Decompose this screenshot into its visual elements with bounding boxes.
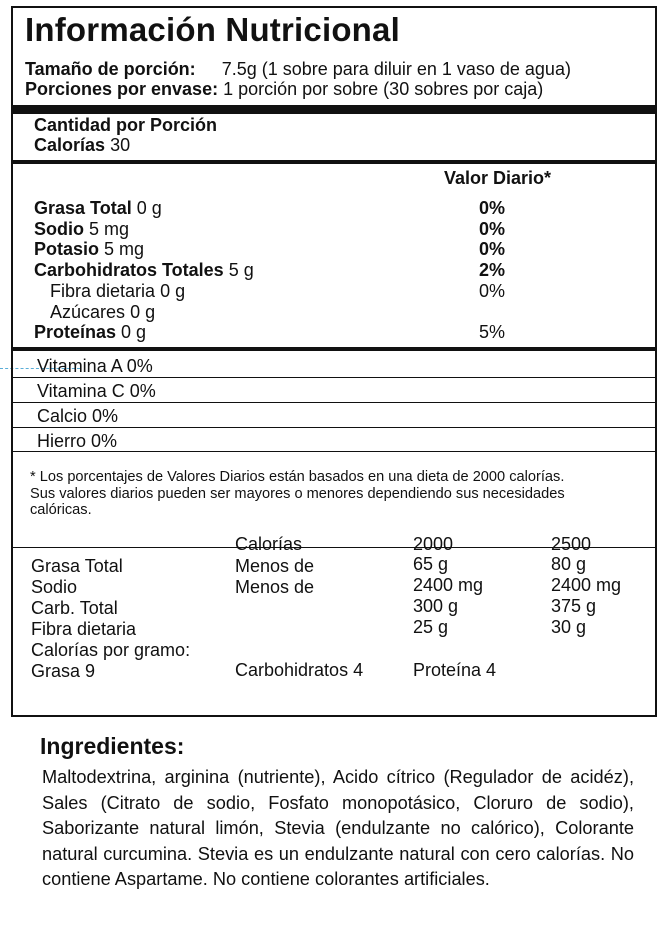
nutrient-amount: 5 mg <box>104 239 145 259</box>
nutrient-label: Potasio <box>34 239 100 259</box>
vitamins-bottom-divider <box>13 451 655 452</box>
table-cell: 65 g <box>413 554 449 574</box>
footnote-line: calóricas. <box>30 502 92 519</box>
nutrient-daily-value: 5% <box>479 322 506 342</box>
table-cell: 2400 mg <box>413 575 484 595</box>
serving-size-row <box>25 59 571 80</box>
servings-per-container-row <box>25 79 543 100</box>
table-cell: Menos de <box>235 556 315 576</box>
calories-per-gram-label: Calorías por gramo: <box>31 640 191 660</box>
footnote-line: Sus valores diarios pueden ser mayores o menores dependiendo sus necesidades <box>30 485 565 502</box>
nutrient-label: Azúcares <box>50 302 126 322</box>
table-cell: Menos de <box>235 577 315 597</box>
calories-row <box>34 135 130 156</box>
daily-value-footnote <box>30 469 565 519</box>
table-cell: 30 g <box>551 617 587 637</box>
nutrient-label: Fibra dietaria <box>50 281 156 301</box>
nutrient-row <box>34 219 129 240</box>
thick-divider-top <box>13 105 655 114</box>
amount-per-serving-header: Cantidad por Porción <box>34 115 218 135</box>
nutrient-amount: 0 g <box>130 302 156 322</box>
daily-value-header: Valor Diario* <box>444 168 552 188</box>
table-cell: 300 g <box>413 596 459 616</box>
calories-per-gram-item: Proteína 4 <box>413 660 497 680</box>
nutrient-row <box>34 239 144 260</box>
ingredients-title: Ingredientes: <box>40 733 185 759</box>
vitamin-row: Calcio 0% <box>37 406 119 426</box>
medium-divider <box>13 160 655 164</box>
nutrient-label: Grasa Total <box>34 198 132 218</box>
table-cell: 80 g <box>551 554 587 574</box>
nutrient-amount: 5 g <box>228 260 254 280</box>
table-header-cell: Calorías <box>235 534 303 554</box>
nutrient-amount: 0 g <box>160 281 186 301</box>
nutrient-row <box>34 260 254 281</box>
nutrient-amount: 5 mg <box>89 219 130 239</box>
nutrient-row <box>50 302 155 323</box>
table-cell: Fibra dietaria <box>31 619 137 639</box>
servings-per-container-value: 1 porción por sobre (30 sobres por caja) <box>223 79 544 99</box>
vitamin-row: Vitamina C 0% <box>37 381 156 401</box>
table-cell: 25 g <box>413 617 449 637</box>
nutrient-row <box>34 198 162 219</box>
nutrition-facts-panel <box>11 6 657 717</box>
calories-value: 30 <box>110 135 131 155</box>
nutrient-row <box>34 322 146 343</box>
calories-per-gram-item: Grasa 9 <box>31 661 96 681</box>
table-cell: 2400 mg <box>551 575 622 595</box>
thick-divider-vitamins <box>13 347 655 351</box>
ingredients-text: Maltodextrina, arginina (nutriente), Acido cítrico (Regulador de acidéz), Sales (Citrato de sodio, Fosfato monopotásico, Cloruro de sodio), Saborizante natural limón, Stevia (endulzante no calórico), Colorante natural curcumina. Stevia es un endulzante natural con cero calorías. No contiene Aspartame. No contiene colorantes artificiales. <box>42 767 634 890</box>
table-cell: Sodio <box>31 577 78 597</box>
nutrient-daily-value: 0% <box>479 219 506 239</box>
nutrient-daily-value: 0% <box>479 198 506 218</box>
calories-per-gram-item: Carbohidratos 4 <box>235 660 364 680</box>
nutrient-label: Sodio <box>34 219 84 239</box>
vitamin-divider <box>13 377 655 378</box>
vitamin-divider <box>13 427 655 428</box>
nutrient-label: Carbohidratos Totales <box>34 260 224 280</box>
nutrient-label: Proteínas <box>34 322 117 342</box>
table-header-cell: 2000 <box>413 534 454 554</box>
servings-per-container-label: Porciones por envase: <box>25 79 219 99</box>
vitamin-row: Vitamina A 0% <box>37 356 153 376</box>
table-cell: Carb. Total <box>31 598 118 618</box>
panel-title: Información Nutricional <box>25 11 400 48</box>
nutrient-amount: 0 g <box>121 322 147 342</box>
nutrient-row <box>50 281 185 302</box>
vitamin-divider <box>13 402 655 403</box>
footnote-line: * Los porcentajes de Valores Diarios están basados en una dieta de 2000 calorías. <box>30 469 565 485</box>
table-cell: 375 g <box>551 596 597 616</box>
table-cell: Grasa Total <box>31 556 123 576</box>
serving-size-label: Tamaño de porción: <box>25 59 196 79</box>
nutrient-daily-value: 2% <box>479 260 506 280</box>
nutrient-amount: 0 g <box>136 198 162 218</box>
calories-label: Calorías <box>34 135 106 155</box>
serving-size-value: 7.5g (1 sobre para diluir en 1 vaso de agua) <box>221 59 571 79</box>
nutrient-daily-value: 0% <box>479 281 506 301</box>
table-header-cell: 2500 <box>551 534 592 554</box>
vitamin-row: Hierro 0% <box>37 431 118 451</box>
nutrient-daily-value: 0% <box>479 239 506 259</box>
